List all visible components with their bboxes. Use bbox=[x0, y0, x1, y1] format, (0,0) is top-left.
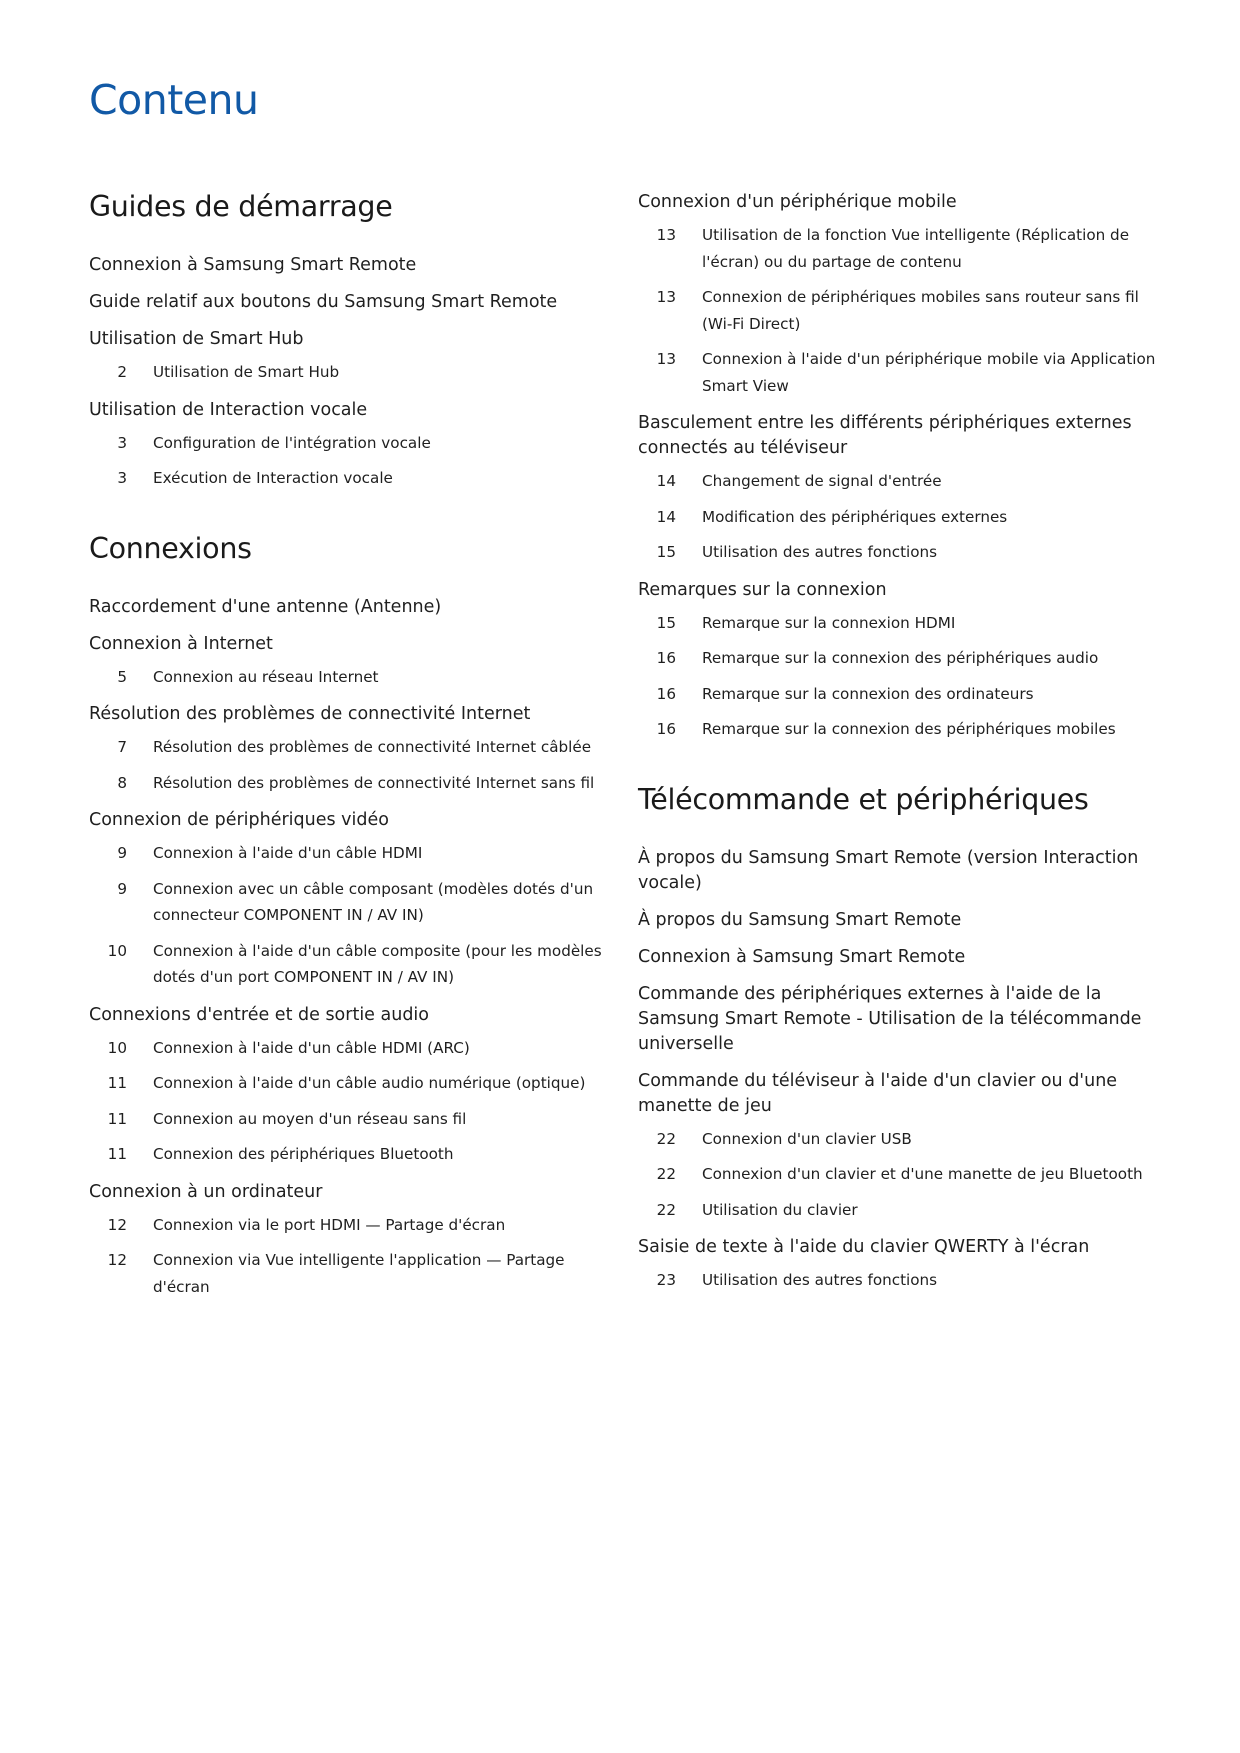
toc-group bbox=[89, 595, 609, 620]
toc-entry[interactable] bbox=[638, 1161, 1158, 1188]
toc-column-right bbox=[638, 190, 1158, 1334]
toc-entry-label: Utilisation des autres fonctions bbox=[702, 543, 938, 561]
toc-entry-page-number: 11 bbox=[107, 1109, 127, 1128]
toc-entry[interactable] bbox=[638, 346, 1158, 399]
toc-entry-label: Connexion via Vue intelligente l'application — Partage d'écran bbox=[153, 1251, 565, 1296]
toc-entry-label: Remarque sur la connexion des ordinateurs bbox=[702, 684, 1034, 703]
toc-entry-label: Utilisation de Smart Hub bbox=[153, 363, 340, 382]
toc-group bbox=[638, 578, 1158, 743]
toc-group-title[interactable]: À propos du Samsung Smart Remote bbox=[638, 909, 962, 930]
toc-entry-label: Connexion à l'aide d'un périphérique mobile via Application Smart View bbox=[702, 350, 1156, 395]
toc-group bbox=[638, 1069, 1158, 1224]
toc-entry-label: Modification des périphériques externes bbox=[702, 507, 1008, 526]
toc-entry[interactable] bbox=[89, 359, 609, 386]
toc-entry[interactable] bbox=[89, 840, 609, 867]
toc-entry-list bbox=[89, 1035, 609, 1168]
toc-group bbox=[89, 290, 609, 315]
toc-entry-page-number: 5 bbox=[117, 667, 127, 686]
toc-group bbox=[89, 702, 609, 796]
toc-entry-label: Connexion via le port HDMI — Partage d'écran bbox=[153, 1215, 506, 1234]
toc-entry-list bbox=[89, 359, 609, 386]
toc-entry-label: Connexion d'un clavier et d'une manette de jeu Bluetooth bbox=[702, 1165, 1143, 1184]
toc-group bbox=[638, 190, 1158, 399]
toc-entry-page-number: 7 bbox=[117, 738, 127, 757]
toc-entry-label: Connexion de périphériques mobiles sans routeur sans fil (Wi-Fi Direct) bbox=[702, 288, 1139, 333]
section-title: Télécommande et périphériques bbox=[638, 782, 1089, 816]
toc-entry[interactable] bbox=[89, 1106, 609, 1133]
toc-entry-page-number: 16 bbox=[656, 649, 676, 667]
toc-group-title[interactable]: Remarques sur la connexion bbox=[638, 579, 887, 600]
toc-group-title[interactable]: Connexion à Internet bbox=[89, 633, 273, 654]
toc-entry-list bbox=[638, 222, 1158, 399]
toc-entry[interactable] bbox=[89, 1212, 609, 1239]
toc-entry[interactable] bbox=[89, 734, 609, 761]
toc-entry-page-number: 9 bbox=[117, 844, 127, 863]
toc-group-title[interactable]: Connexion à un ordinateur bbox=[89, 1181, 323, 1202]
toc-entry-page-number: 22 bbox=[656, 1200, 676, 1219]
toc-group-title[interactable]: Commande du téléviseur à l'aide d'un clavier ou d'une manette de jeu bbox=[638, 1070, 1118, 1116]
toc-group bbox=[89, 327, 609, 386]
toc-group-title[interactable]: Commande des périphériques externes à l'aide de la Samsung Smart Remote - Utilisation de la télécommande universelle bbox=[638, 983, 1142, 1054]
toc-section bbox=[638, 190, 1158, 743]
toc-group bbox=[89, 808, 609, 991]
toc-entry-page-number: 23 bbox=[656, 1271, 676, 1290]
toc-entry-page-number: 15 bbox=[656, 543, 676, 561]
toc-entry[interactable] bbox=[89, 1141, 609, 1168]
toc-group bbox=[638, 908, 1158, 933]
toc-entry-page-number: 14 bbox=[656, 472, 676, 490]
toc-group-title[interactable]: Utilisation de Interaction vocale bbox=[89, 399, 368, 420]
toc-entry-label: Connexion à l'aide d'un câble audio numérique (optique) bbox=[153, 1074, 586, 1093]
toc-group-title[interactable]: Résolution des problèmes de connectivité Internet bbox=[89, 704, 531, 725]
toc-entry-label: Configuration de l'intégration vocale bbox=[153, 433, 431, 452]
toc-group bbox=[89, 1003, 609, 1168]
toc-entry-label: Connexion avec un câble composant (modèles dotés d'un connecteur COMPONENT IN / AV IN) bbox=[153, 879, 594, 925]
toc-entry-list bbox=[89, 840, 609, 991]
toc-entry-list bbox=[89, 734, 609, 796]
toc-entry-list bbox=[638, 468, 1158, 566]
toc-group bbox=[89, 398, 609, 492]
toc-entry-page-number: 14 bbox=[656, 507, 676, 526]
toc-entry[interactable] bbox=[638, 610, 1158, 637]
toc-entry-page-number: 12 bbox=[107, 1251, 127, 1270]
toc-entry-label: Changement de signal d'entrée bbox=[702, 472, 942, 490]
toc-group-title[interactable]: Saisie de texte à l'aide du clavier QWERTY à l'écran bbox=[638, 1237, 1090, 1258]
toc-entry-page-number: 16 bbox=[656, 720, 676, 738]
toc-entry-page-number: 13 bbox=[656, 350, 676, 368]
toc-entry[interactable] bbox=[638, 1197, 1158, 1224]
toc-group bbox=[638, 1235, 1158, 1294]
toc-entry[interactable] bbox=[89, 938, 609, 991]
toc-entry[interactable] bbox=[638, 504, 1158, 531]
toc-entry[interactable] bbox=[89, 1247, 609, 1300]
toc-group bbox=[89, 253, 609, 278]
toc-group-title[interactable]: Guide relatif aux boutons du Samsung Smart Remote bbox=[89, 292, 558, 313]
toc-entry-list bbox=[638, 1126, 1158, 1224]
toc-entry-label: Résolution des problèmes de connectivité Internet câblée bbox=[153, 738, 592, 757]
toc-entry-page-number: 3 bbox=[117, 433, 127, 452]
toc-entry-label: Résolution des problèmes de connectivité Internet sans fil bbox=[153, 773, 595, 792]
toc-entry-page-number: 13 bbox=[656, 226, 676, 244]
toc-entry-page-number: 10 bbox=[107, 1038, 127, 1057]
toc-entry-list bbox=[89, 664, 609, 691]
page-title: Contenu bbox=[89, 76, 259, 124]
toc-entry[interactable] bbox=[89, 430, 609, 457]
toc-group-title[interactable]: Connexion de périphériques vidéo bbox=[89, 810, 389, 831]
toc-section bbox=[89, 532, 609, 1301]
toc-entry-label: Connexion à l'aide d'un câble HDMI bbox=[153, 844, 423, 863]
toc-group-title[interactable]: À propos du Samsung Smart Remote (version Interaction vocale) bbox=[638, 847, 1139, 893]
toc-entry-label: Connexion d'un clavier USB bbox=[702, 1129, 912, 1148]
toc-entry-list bbox=[638, 610, 1158, 743]
toc-group bbox=[89, 1180, 609, 1301]
toc-entry[interactable] bbox=[638, 645, 1158, 672]
toc-entry-label: Connexion au réseau Internet bbox=[153, 667, 379, 686]
toc-entry[interactable] bbox=[89, 770, 609, 797]
toc-entry-label: Utilisation du clavier bbox=[702, 1200, 858, 1219]
toc-group bbox=[638, 945, 1158, 970]
toc-group-title[interactable]: Connexion d'un périphérique mobile bbox=[638, 192, 957, 212]
toc-entry-label: Exécution de Interaction vocale bbox=[153, 469, 393, 488]
section-title: Connexions bbox=[89, 531, 252, 565]
toc-entry-label: Connexion à l'aide d'un câble HDMI (ARC) bbox=[153, 1038, 470, 1057]
toc-entry-page-number: 13 bbox=[656, 288, 676, 306]
toc-entry-label: Remarque sur la connexion des périphériques audio bbox=[702, 649, 1099, 667]
toc-entry-label: Utilisation des autres fonctions bbox=[702, 1271, 938, 1290]
toc-entry[interactable] bbox=[89, 664, 609, 691]
toc-entry-label: Connexion à l'aide d'un câble composite (pour les modèles dotés d'un port COMPONENT IN / AV IN) bbox=[153, 941, 602, 987]
toc-entry-list bbox=[638, 1267, 1158, 1294]
toc-entry-page-number: 9 bbox=[117, 879, 127, 898]
toc-entry[interactable] bbox=[638, 468, 1158, 495]
toc-entry-page-number: 10 bbox=[107, 941, 127, 960]
toc-entry-page-number: 12 bbox=[107, 1215, 127, 1234]
toc-entry[interactable] bbox=[89, 465, 609, 492]
toc-entry[interactable] bbox=[638, 1126, 1158, 1153]
toc-group bbox=[638, 411, 1158, 566]
toc-entry-page-number: 22 bbox=[656, 1129, 676, 1148]
toc-entry[interactable] bbox=[638, 222, 1158, 275]
toc-group-title[interactable]: Connexion à Samsung Smart Remote bbox=[89, 255, 417, 276]
toc-entry[interactable] bbox=[89, 1035, 609, 1062]
toc-entry-page-number: 22 bbox=[656, 1165, 676, 1184]
toc-group-title[interactable]: Connexion à Samsung Smart Remote bbox=[638, 946, 966, 967]
toc-entry-label: Remarque sur la connexion des périphériques mobiles bbox=[702, 720, 1116, 738]
toc-entry-page-number: 11 bbox=[107, 1145, 127, 1164]
toc-entry[interactable] bbox=[89, 1070, 609, 1097]
toc-entry[interactable] bbox=[638, 284, 1158, 337]
toc-entry-label: Connexion des périphériques Bluetooth bbox=[153, 1145, 454, 1164]
toc-entry-list bbox=[89, 430, 609, 492]
toc-section bbox=[638, 783, 1158, 1294]
toc-group bbox=[638, 846, 1158, 896]
toc-column-left bbox=[89, 190, 609, 1340]
toc-section bbox=[89, 190, 609, 492]
toc-group-title[interactable]: Basculement entre les différents périphériques externes connectés au téléviseur bbox=[638, 413, 1132, 458]
toc-entry-page-number: 15 bbox=[656, 613, 676, 632]
toc-entry[interactable] bbox=[638, 716, 1158, 743]
toc-entry-page-number: 16 bbox=[656, 684, 676, 703]
toc-entry[interactable] bbox=[89, 876, 609, 929]
toc-entry[interactable] bbox=[638, 681, 1158, 708]
toc-group-title[interactable]: Utilisation de Smart Hub bbox=[89, 329, 304, 350]
toc-group-title[interactable]: Raccordement d'une antenne (Antenne) bbox=[89, 596, 442, 617]
toc-group bbox=[89, 632, 609, 691]
toc-group-title[interactable]: Connexions d'entrée et de sortie audio bbox=[89, 1004, 430, 1025]
toc-entry-label: Remarque sur la connexion HDMI bbox=[702, 613, 956, 632]
section-title: Guides de démarrage bbox=[89, 190, 393, 223]
toc-entry-page-number: 3 bbox=[117, 469, 127, 488]
toc-entry-list bbox=[89, 1212, 609, 1301]
toc-entry-page-number: 8 bbox=[117, 773, 127, 792]
toc-entry-page-number: 11 bbox=[107, 1074, 127, 1093]
toc-entry-page-number: 2 bbox=[117, 363, 127, 382]
toc-entry[interactable] bbox=[638, 539, 1158, 566]
toc-group bbox=[638, 982, 1158, 1057]
toc-entry[interactable] bbox=[638, 1267, 1158, 1294]
toc-entry-label: Utilisation de la fonction Vue intelligente (Réplication de l'écran) ou du partage de contenu bbox=[702, 226, 1130, 271]
toc-entry-label: Connexion au moyen d'un réseau sans fil bbox=[153, 1109, 467, 1128]
